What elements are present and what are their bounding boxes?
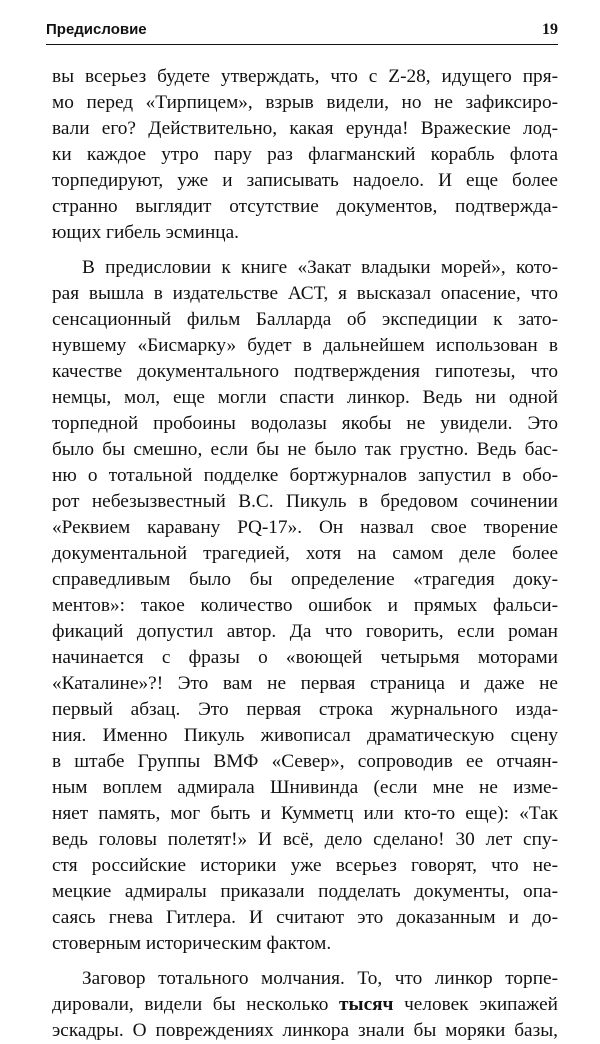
text-line: странно выглядит отсутствие документов, подтвержда- xyxy=(52,196,558,217)
text-line: «Реквием каравану PQ-17». Он назвал свое творение xyxy=(52,517,558,538)
text-line xyxy=(52,992,558,1018)
text-line: мецкие адмиралы приказали подделать документы, опа- xyxy=(52,881,558,902)
page-number: 19 xyxy=(542,21,558,38)
text-line: саясь гнева Гитлера. И считают это доказанным и до- xyxy=(52,907,558,928)
paragraph-2 xyxy=(52,255,558,957)
section-title: Предисловие xyxy=(46,21,147,38)
text-line: ющих гибель эсминца. xyxy=(52,222,239,243)
body-text xyxy=(52,64,558,1044)
text-line: в штабе Группы ВМФ «Север», сопроводив ее отчаян- xyxy=(52,751,558,772)
text-line: стоверным историческим фактом. xyxy=(52,933,332,954)
text-line: рая вышла в издательстве АСТ, я высказал опасение, что xyxy=(52,283,558,304)
text-line: мо перед «Тирпицем», взрыв видели, но не зафиксиро- xyxy=(52,92,558,113)
text-line: эскадры. О повреждениях линкора знали бы моряки базы, xyxy=(52,1020,558,1041)
text-line: В предисловии к книге «Закат владыки морей», кото- xyxy=(82,257,558,278)
text-line: ню о тотальной подделке бортжурналов запустил в обо- xyxy=(52,465,558,486)
text-line: няет память, мог быть и Кумметц или кто-то еще): «Так xyxy=(52,803,558,824)
text-line: торпедируют, уже и записывать надоело. И еще более xyxy=(52,170,558,191)
text-line: документальной трагедией, хотя на самом деле более xyxy=(52,543,558,564)
text-line: рот небезызвестный В.С. Пикуль в бредовом сочинении xyxy=(52,491,558,512)
text-line: немцы, мол, еще могли спасти линкор. Ведь ни одной xyxy=(52,387,558,408)
text-line: Заговор тотального молчания. То, что линкор торпе- xyxy=(82,968,558,989)
text-line: ния. Именно Пикуль живописал драматическую сцену xyxy=(52,725,558,746)
text-run: дировали, видели бы несколько xyxy=(52,994,340,1015)
text-line: ментов»: такое количество ошибок и прямых фальси- xyxy=(52,595,558,616)
text-line: сенсационный фильм Балларда об экспедиции к зато- xyxy=(52,309,558,330)
text-line: вы всерьез будете утверждать, что с Z-28, идущего пря- xyxy=(52,66,558,87)
text-line: первый абзац. Это первая строка журнального изда- xyxy=(52,699,558,720)
paragraph-3 xyxy=(52,966,558,1044)
text-line: «Каталине»?! Это вам не первая страница и даже не xyxy=(52,673,558,694)
text-line: качестве документального подтверждения гипотезы, что xyxy=(52,361,558,382)
text-line: ведь головы полетят!» И всё, дело сделано! 30 лет спу- xyxy=(52,829,558,850)
running-header xyxy=(46,18,558,45)
text-line: вали его? Действительно, какая ерунда! Вражеские лод- xyxy=(52,118,558,139)
text-line: фикаций допустил автор. Да что говорить, если роман xyxy=(52,621,558,642)
text-line: начинается с фразы о «воющей четырьмя моторами xyxy=(52,647,558,668)
text-line: торпедной пробоины водолазы якобы не увидели. Это xyxy=(52,413,558,434)
text-line: стя российские историки уже всерьез говорят, что не- xyxy=(52,855,558,876)
text-run: человек экипажей xyxy=(393,994,558,1015)
text-line: справедливым было бы определение «трагедия доку- xyxy=(52,569,558,590)
text-line: ки каждое утро пару раз флагманский корабль флота xyxy=(52,144,558,165)
text-line: нувшему «Бисмарку» будет в дальнейшем использован в xyxy=(52,335,558,356)
text-line: ным воплем адмирала Шнивинда (если мне не изме- xyxy=(52,777,558,798)
bold-word: тысяч xyxy=(339,994,394,1015)
paragraph-1 xyxy=(52,64,558,246)
text-line: было бы смешно, если бы не было так грустно. Ведь бас- xyxy=(52,439,558,460)
